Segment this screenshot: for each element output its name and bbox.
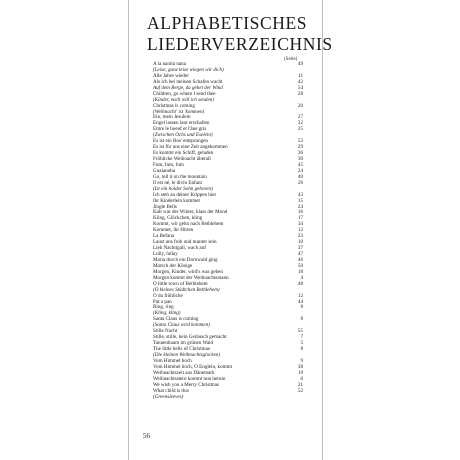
song-page-number: 50	[297, 262, 303, 269]
song-title: Kling, Glöckchen, kling	[153, 215, 203, 222]
song-page-number: 32	[297, 120, 303, 127]
song-title: Morgen kommt der Weihnachtsmann	[153, 274, 229, 281]
song-title: Laust uns froh und munter sein	[153, 239, 217, 246]
song-page-number: 21	[297, 381, 303, 388]
song-page-number: 48	[297, 280, 303, 287]
song-page-number: 34	[297, 221, 303, 228]
song-title: Ich steh an deiner Krippen hier	[153, 191, 217, 198]
song-title: Jingle Bells	[153, 203, 177, 210]
song-page-number: 20	[297, 102, 303, 109]
song-title: La Befana	[153, 233, 175, 240]
song-title: Kalt war der Winter, blass der Mond	[153, 209, 228, 216]
song-page-number: 10	[297, 239, 303, 246]
song-title: Fum, fum, fum	[153, 161, 184, 168]
song-title: (Weihnacht' ist 'kommen)	[153, 108, 205, 115]
song-page-number: 37	[297, 245, 303, 252]
song-page-number: 24	[297, 203, 303, 210]
song-title: Marsch der Könige	[153, 262, 193, 269]
song-page-number: 42	[297, 78, 303, 85]
song-page-number: 55	[297, 328, 303, 335]
song-title: (Santa Claus wird kommen)	[153, 322, 210, 329]
song-title: Guaianuba	[153, 167, 176, 174]
song-title: (Kling, kling)	[153, 310, 181, 317]
song-page-number: 16	[297, 209, 303, 216]
song-index-list	[153, 62, 303, 400]
title-line-1: ALPHABETISCHES	[147, 13, 308, 33]
song-title: Tannenbaum im grünen Wald	[153, 340, 214, 347]
page-right-border	[322, 0, 323, 460]
song-title: O little town of Bethlehem	[153, 280, 208, 287]
song-page-number: 18	[297, 268, 303, 275]
song-page-number: 11	[298, 72, 303, 79]
song-title: The little bells of Christmas	[153, 346, 210, 352]
song-page-number: 15	[297, 197, 303, 204]
song-page-number: 12	[297, 292, 303, 299]
song-title: Children, go where I send thee	[153, 90, 216, 97]
song-title: Weihnachtsstern kommt nun herum	[153, 375, 226, 382]
song-page-number: 47	[297, 251, 303, 257]
song-title: Pat a pan	[153, 298, 172, 305]
song-page-number: 40	[297, 173, 303, 180]
song-title: Auf dem Berge, da gehet der Wind	[153, 84, 223, 91]
song-title: Vom Himmel hoch	[153, 357, 192, 364]
song-page-number: 7	[300, 334, 303, 341]
song-title: Entre le boeuf et l'âne gris	[153, 126, 207, 133]
song-page-number: 45	[297, 161, 303, 168]
song-title: We wish you a Merry Christmas	[153, 381, 219, 388]
song-title: Engel lassen laut erschallen	[153, 120, 210, 127]
song-page-number: 28	[297, 90, 303, 97]
song-title: Go, tell it on the mountain	[153, 173, 207, 180]
song-page-number: 19	[297, 369, 303, 376]
song-title: Alle Jahre wieder	[153, 72, 189, 79]
song-title: Stille Nacht	[153, 328, 178, 335]
song-page-number: 29	[297, 144, 303, 151]
song-title: (Greensleeves)	[153, 393, 184, 400]
song-page-number: 44	[297, 298, 303, 305]
song-page-number: 43	[297, 191, 303, 198]
song-page-number: 25	[297, 126, 303, 133]
page-column-header: (Seite)	[284, 57, 298, 62]
song-page-number: 12	[297, 227, 303, 234]
song-title: Morgen, Kinder, wird's was geben	[153, 268, 223, 275]
song-title: Il est né, le divin Enfant	[153, 179, 202, 186]
document-page	[129, 0, 333, 460]
song-title: (Zwischen Ochs und Eselein)	[153, 132, 213, 139]
song-page-number: 30	[297, 156, 303, 162]
page-title	[147, 13, 333, 55]
title-line-2: LIEDERVERZEICHNIS	[147, 34, 333, 54]
song-page-number: 8	[300, 304, 303, 311]
song-page-number: 26	[297, 179, 303, 186]
song-page-number: 52	[297, 387, 303, 394]
song-page-number: 8	[300, 346, 303, 352]
song-title: (O kleines Städtchen Bethlehem)	[153, 286, 220, 293]
song-page-number: 36	[297, 150, 303, 157]
song-title: Es ist für uns eine Zeit angekommen	[153, 144, 228, 151]
song-title: Stille, stille, kein Geräusch gemacht	[153, 334, 227, 341]
song-title: Es ist ein Ros' entsprungen	[153, 138, 208, 145]
song-page-number: 9	[300, 357, 303, 364]
song-page-number: 54	[297, 84, 303, 91]
song-title: Kommt, wir gehn nach Bethlehem	[153, 221, 224, 228]
song-title: Ihr Kinderlein kommet	[153, 197, 200, 204]
page-number: 56	[143, 432, 150, 440]
song-title: Es kommt ein Schiff, geladen	[153, 150, 214, 157]
song-title: O du fröhliche	[153, 292, 183, 299]
song-title: (Ist ein holder Sohn geboren)	[153, 185, 213, 192]
song-title: Ein, mein Jesulein	[153, 114, 191, 121]
song-page-number: 38	[297, 363, 303, 370]
song-title: Vom Himmel hoch, O Englein, kommt	[153, 363, 232, 370]
song-title: (Kinder, euch will ich senden)	[153, 96, 214, 103]
song-page-number: 23	[297, 233, 303, 240]
song-page-number: 17	[297, 215, 303, 222]
song-title: Santa Claus is coming	[153, 316, 199, 323]
song-page-number: 53	[297, 138, 303, 145]
list-item	[153, 395, 303, 401]
song-title: What child is this	[153, 387, 189, 394]
song-title: Ring, ring	[153, 304, 174, 311]
song-title: (Die kleinen Weihnachtsglocken)	[153, 351, 221, 358]
song-title: Lully, lullay	[153, 251, 178, 257]
song-page-number: 6	[300, 375, 303, 382]
song-title: (Leise, ganz leise wiegen wir dich)	[153, 66, 224, 73]
song-page-number: 4	[300, 274, 303, 281]
song-page-number: 46	[297, 256, 303, 263]
song-title: Kommet, ihr Hirten	[153, 227, 194, 234]
song-title: Als ich bei meinen Schafen wacht	[153, 78, 223, 85]
song-title: Lieb Nachtigall, wach auf	[153, 245, 206, 252]
song-page-number: 8	[300, 316, 303, 323]
song-page-number: 24	[297, 167, 303, 174]
song-page-number: 49	[297, 61, 303, 67]
song-title: Maria durch ein Dornwald ging	[153, 256, 218, 263]
song-title: Weihnachtszeit aus Dänemark	[153, 369, 215, 376]
song-page-number: 5	[300, 340, 303, 347]
song-page-number: 27	[297, 114, 303, 121]
song-title: A la nanita nana	[153, 61, 186, 67]
song-title: Fröhliche Weihnacht überall	[153, 156, 211, 162]
song-title: Christmas is coming	[153, 102, 195, 109]
